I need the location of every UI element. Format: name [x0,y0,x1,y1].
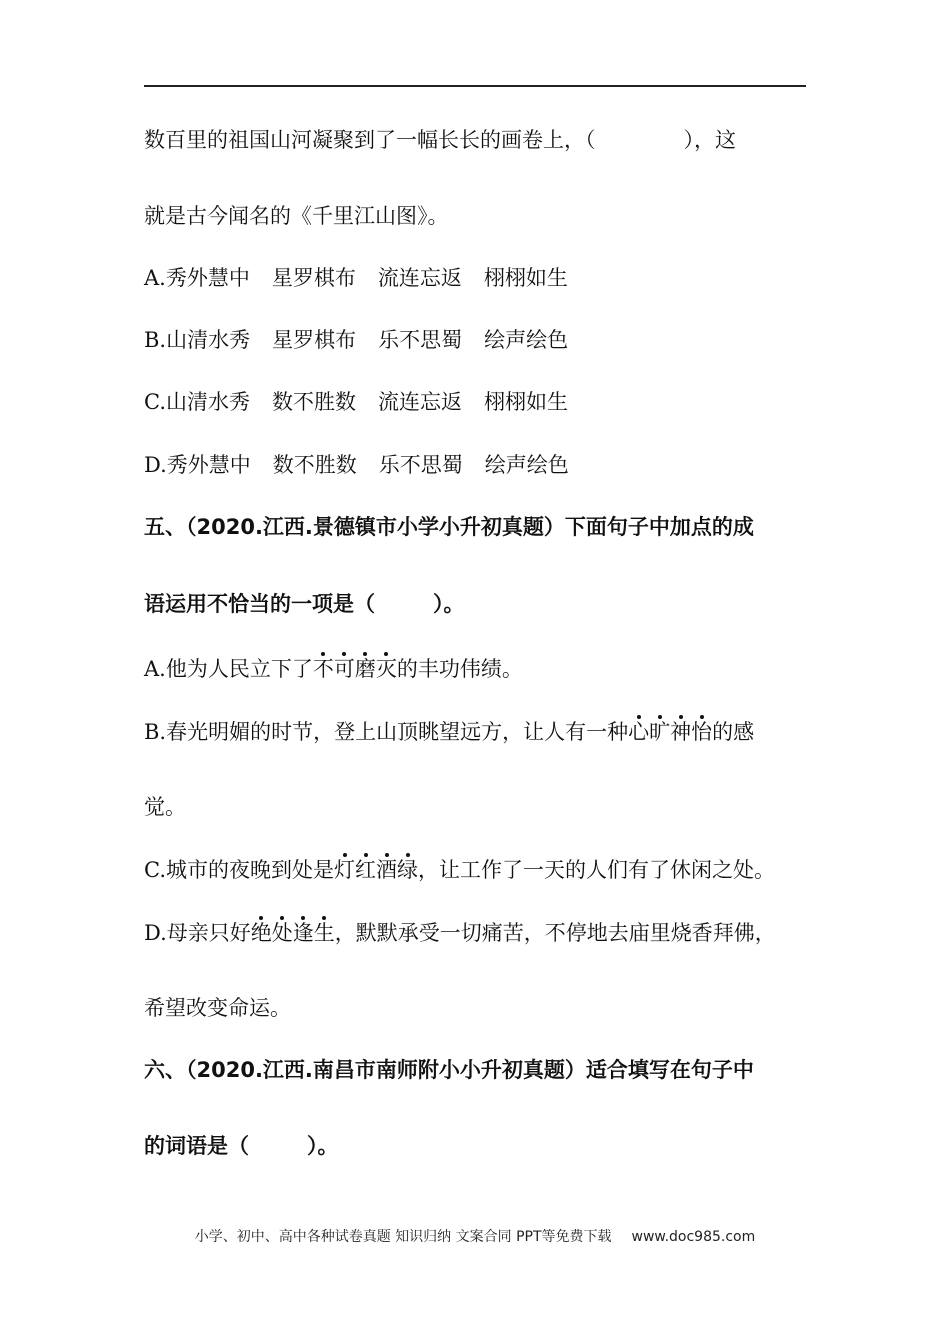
q4-option-a [144,264,568,292]
option-prefix: C. [144,390,166,414]
q5-option-b [144,718,754,746]
q4-text-before-blank: 数百里的祖国山河凝聚到了一幅长长的画卷上，（ [144,128,596,152]
q4-line-2: 就是古今闻名的《千里江山图》。 [144,204,449,228]
header-rule [144,85,806,87]
q4-option-c [144,388,568,416]
option-word: 星罗棋布 [271,266,356,290]
option-word: 山清水秀 [166,328,251,352]
dotted-char: 绿 [397,858,418,882]
q5-heading-end: ）。 [433,592,465,616]
sentence-text: D.母亲只好 [144,921,251,945]
dotted-char: 生 [313,921,335,945]
dotted-char: 神 [670,720,692,744]
dotted-char: 不 [312,657,334,681]
sentence-text: A.他为人民立下了 [144,657,313,681]
option-prefix: D. [144,453,167,477]
option-word: 绘声绘色 [484,453,569,477]
dotted-char: 红 [355,858,376,882]
q5-heading-text: 语运用不恰当的一项是（ [144,592,375,616]
q5-heading-line-1: 五、（2020.江西.景德镇市小学小升初真题）下面句子中加点的成 [144,515,754,539]
q4-option-b [144,326,568,354]
option-word: 绘声绘色 [484,328,569,352]
sentence-text: ，默默承受一切痛苦，不停地去庙里烧香拜佛， [334,921,776,945]
footer-text: 小学、初中、高中各种试卷真题 知识归纳 文案合同 PPT等免费下载 [194,1229,612,1245]
dotted-char: 可 [333,657,355,681]
q5-option-a [144,655,523,683]
sentence-text: ，让工作了一天的人们有了休闲之处。 [418,858,775,882]
sentence-text: 的丰功伟绩。 [396,657,523,681]
q6-heading-line-2 [144,1132,339,1160]
dotted-char: 灯 [334,858,355,882]
option-word: 星罗棋布 [272,328,357,352]
option-prefix: A. [144,266,166,290]
option-word: 流连忘返 [378,390,462,414]
q5-option-c [144,856,775,884]
q4-option-d [144,451,569,479]
footer-site-link[interactable]: www.doc985.com [631,1229,756,1245]
q5-option-d-line-2: 希望改变命运。 [144,996,291,1020]
dotted-char: 灭 [375,657,397,681]
dotted-char: 绝 [250,921,272,945]
page-footer [0,1226,950,1246]
sentence-text: 的感 [712,720,755,744]
option-word: 山清水秀 [166,390,250,414]
option-word: 数不胜数 [272,453,357,477]
q6-heading-line-1: 六、（2020.江西.南昌市南师附小小升初真题）适合填写在句子中 [144,1058,754,1082]
q4-text-after-blank: ），这 [683,128,736,152]
option-word: 流连忘返 [377,266,462,290]
option-word: 栩栩如生 [484,390,568,414]
option-prefix: B. [144,328,167,352]
option-word: 秀外慧中 [165,266,250,290]
q5-option-b-line-2: 觉。 [144,795,186,819]
option-word: 数不胜数 [272,390,356,414]
dotted-char: 处 [271,921,293,945]
dotted-char: 逢 [292,921,314,945]
q6-heading-end: ）。 [307,1134,339,1158]
dotted-char: 磨 [354,657,376,681]
dotted-char: 酒 [376,858,397,882]
q4-line-1 [144,126,736,154]
option-word: 栩栩如生 [483,266,568,290]
sentence-text: B.春光明媚的时节，登上山顶眺望远方，让人有一种 [144,720,629,744]
option-word: 乐不思蜀 [378,328,463,352]
dotted-char: 怡 [691,720,713,744]
sentence-text: C.城市的夜晚到处是 [144,858,334,882]
dotted-char: 旷 [649,720,671,744]
q6-heading-text: 的词语是（ [144,1134,249,1158]
q5-option-d [144,919,776,947]
option-word: 乐不思蜀 [378,453,463,477]
dotted-char: 心 [628,720,650,744]
q5-heading-line-2 [144,590,465,618]
option-word: 秀外慧中 [166,453,251,477]
